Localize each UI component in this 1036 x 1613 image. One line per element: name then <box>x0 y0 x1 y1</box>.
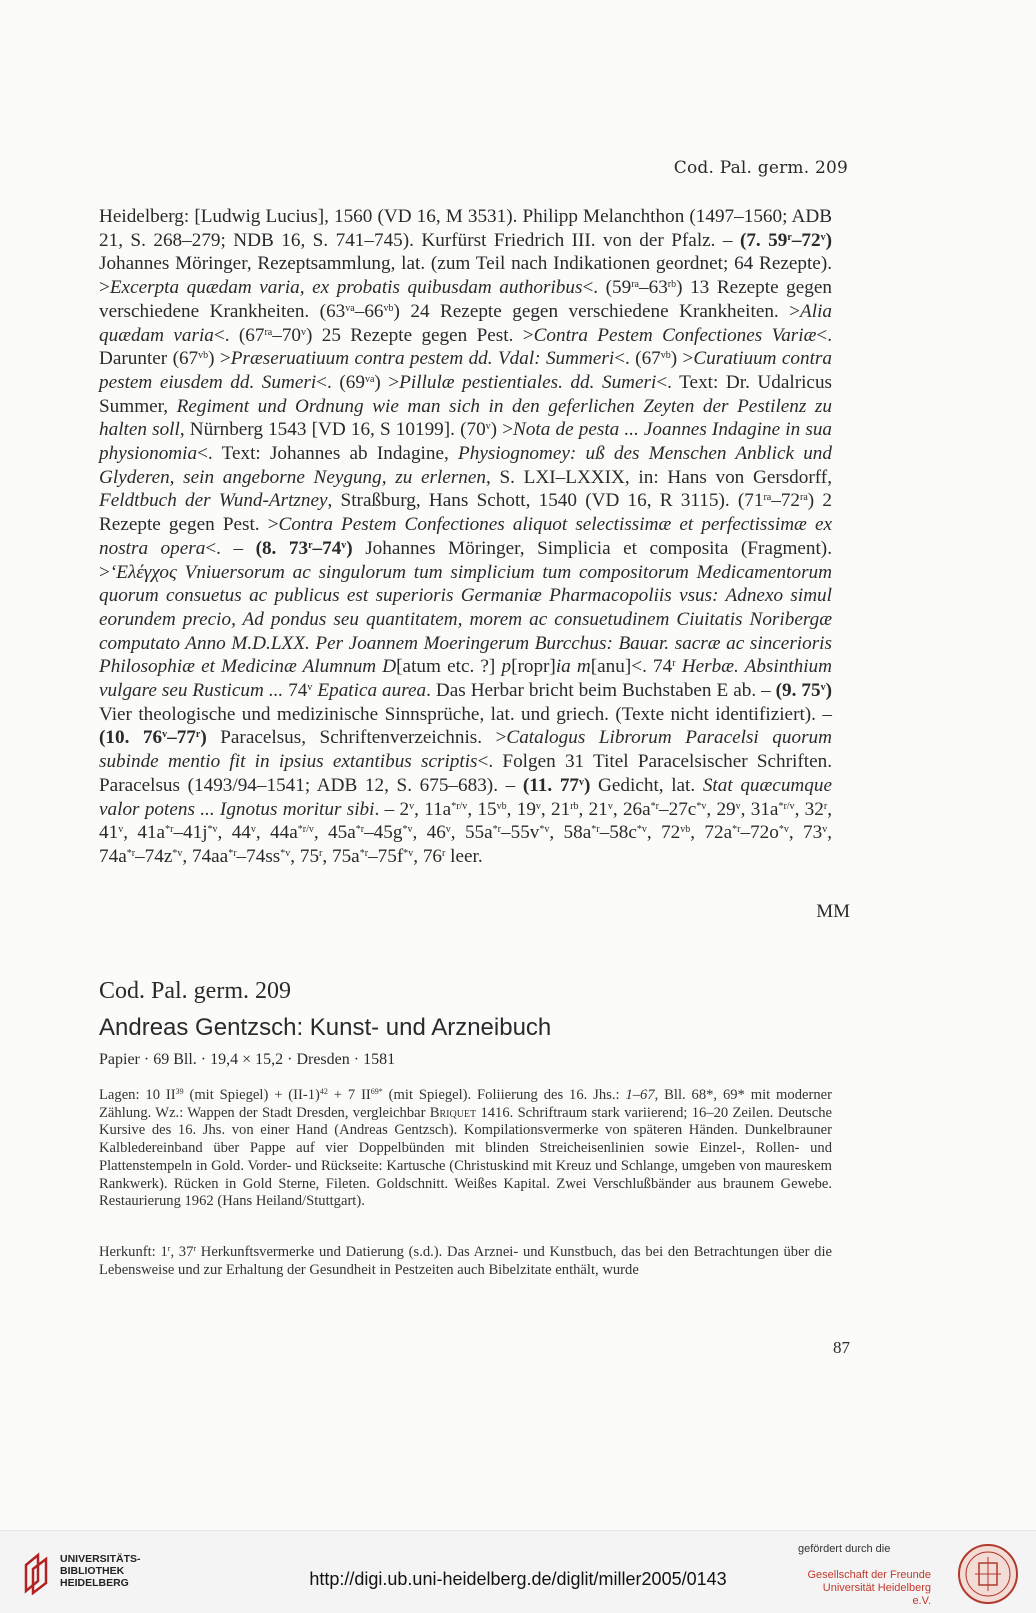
codex-title: Cod. Pal. germ. 209 <box>99 978 291 1004</box>
codicological-description: Lagen: 10 II$^{39}$ (mit Spiegel) + $(II-1)^{42} + 7$ $II^{69*}$ (mit Spiegel). Foliierung des 16. Jhs.: 1–67, Bll. 68*, 69* mit moderner Zählung. Wz.: Wappen der Stadt Dresden, vergleichbar Briquet 1416. Schriftraum stark variierend; 16–20 Zeilen. Deutsche Kursive des 16. Jhs. von einer Hand (Andreas Gentzsch). Kompilationsvermerke von späteren Händen. Dunkelbrauner Kalbledereinband über Pappe auf vier Doppelbünden mit blinden Streicheisenlinien sowie Einzel-, Rollen- und Plattenstempeln in Gold. Vorder- und Rückseite: Kartusche (Christuskind mit Kreuz und Schlange, umgeben von maureskem Rankwerk). Rücken in Gold Sterne, Fileten. Goldschnitt. Weißes Kapital. Zwei Verschlußbänder aus braunem Gewebe. Restaurierung 1962 (Hans Heiland/Stuttgart). <box>99 1087 832 1210</box>
funded-by-label: gefördert durch die <box>798 1543 891 1555</box>
library-name: UNIVERSITÄTS- BIBLIOTHEK HEIDELBERG <box>60 1553 141 1589</box>
work-title: Andreas Gentzsch: Kunst- und Arzneibuch <box>99 1014 552 1041</box>
author-signature: MM <box>816 901 850 922</box>
university-seal-icon <box>957 1543 1019 1605</box>
viewer-footer <box>0 1530 1036 1613</box>
page-number: 87 <box>833 1338 850 1357</box>
running-head: Cod. Pal. germ. 209 <box>673 158 848 178</box>
physical-description: Papier · 69 Bll. · 19,4 × 15,2 · Dresden · 1581 <box>99 1051 396 1068</box>
entry-body-text: Heidelberg: [Ludwig Lucius], 1560 (VD 16, M 3531). Philipp Melanchthon (1497–1560; ADB 21, S. 268–279; NDB 16, S. 741–745). Kurfürst Friedrich III. von der Pfalz. – (7. 59$^r$–72$^v$) Johannes Möringer, Rezeptsammlung, lat. (zum Teil nach Indikationen geordnet; 64 Rezepte). >Excerpta quædam varia, ex probatis quibusdam authoribus<. $(59^{ra}-63^{rb})$ 13 Rezepte gegen verschiedene Krankheiten. $(63^{va}-66^{vb})$ 24 Rezepte gegen verschiedene Krankheiten. >Alia quædam varia<. $(67^{ra}-70^v)$ 25 Rezepte gegen Pest. >Contra Pestem Confectiones Variæ<. Darunter $(67^{vb})$ >Præseruatiuum contra pestem dd. Vdal: Summeri<. $(67^{vb})$ >Curatiuum contra pestem eiusdem dd. Sumeri<. $(69^{va})$ >Pillulæ pestientiales. dd. Sumeri<. Text: Dr. Udalricus Summer, Regiment und Ordnung wie man sich in den geferlichen Zeyten der Pestilenz zu halten soll, Nürnberg 1543 [VD 16, S 10199]. $(70^v)$ >Nota de pesta ... Joannes Indagine in sua physionomia<. Text: Johannes ab Indagine, Physiognomey: uß des Menschen Anblick und Glyderen, sein angeborne Neygung, zu erlernen, S. LXI–LXXIX, in: Hans von Gersdorff, Feldtbuch der Wund-Artzney, Straßburg, Hans Schott, 1540 (VD 16, R 3115). $(71^{ra}-72^{ra})$ 2 Rezepte gegen Pest. >Contra Pestem Confectiones aliquot selectissimæ et perfectissimæ ex nostra opera<. – (8. 73$^r$–74$^v$) Johannes Möringer, Simplicia et composita (Fragment). >‘Ελέγχος Vniuersorum ac singulorum tum simplicium tum compositorum Medicamentorum quorum consuetus ac publicus est superioris Germaniæ Pharmacopoliis vsus: Adnexo simul eorundem precio, Ad pondus seu quantitatem, morem ac consuetudinem Ciuitatis Noribergæ computato Anno M.D.LXX. Per Joannem Moeringerum Burcchus: Bauar. sacræ ac sincerioris Philosophiæ et Medicinæ Alumnum D[atum etc. ?] p[ropr]ia m[anu]<. 74$^r$ Herbæ. Absinthium vulgare seu Rusticum ... 74$^v$ Epatica aurea. Das Herbar bricht beim Buchstaben E ab. – (9. 75$^v$) Vier theologische und medizinische Sinnsprüche, lat. und griech. (Texte nicht identifiziert). – (10. 76$^v$–77$^r$) Paracelsus, Schriftenverzeichnis. >Catalogus Librorum Paracelsi quorum subinde mentio fit in ipsius extantibus scriptis<. Folgen 31 Titel Paracelsischer Schriften. Paracelsus (1493/94–1541; ADB 12, S. 675–683). – (11. 77$^v$) Gedicht, lat. Stat quæcumque valor potens ... Ignotus moritur sibi. – 2$^v$, $11a^{*r/v}$, $15^{vb}$, 19$^v$, $21^{rb}$, 21$^v$, $26a^{*r}-27c^{*v}$, 29$^v$, $31a^{*r/v}$, 32$^r$, 41$^v$, $41a^{*r}-41j^{*v}$, 44$^v$, $44a^{*r/v}$, $45a^{*r}-45g^{*v}$, 46$^v$, $55a^{*r}-55v^{*v}$, $58a^{*r}-58c^{*v}$, $72^{vb}$, $72a^{*r}-72o^{*v}$, 73$^v$, $74a^{*r}-74z^{*v}$, $74aa^{*r}-74ss^{*v}$, 75$^r$, $75a^{*r}-75f^{*v}$, 76$^r$ leer. <box>99 206 833 867</box>
permalink-url[interactable]: http://digi.ub.uni-heidelberg.de/diglit/miller2005/0143 <box>309 1569 727 1589</box>
provenance-text: Herkunft: 1$^r$, 37$^r$ Herkunftsvermerke und Datierung (s.d.). Das Arznei- und Kunstbuch, das bei den Betrachtungen über die Lebensweise und zur Erhaltung der Gesundheit in Pestzeiten auch Bibelzitate enthält, wurde <box>99 1244 832 1278</box>
society-name: Gesellschaft der Freunde Universität Heidelberg e.V. <box>807 1569 931 1607</box>
